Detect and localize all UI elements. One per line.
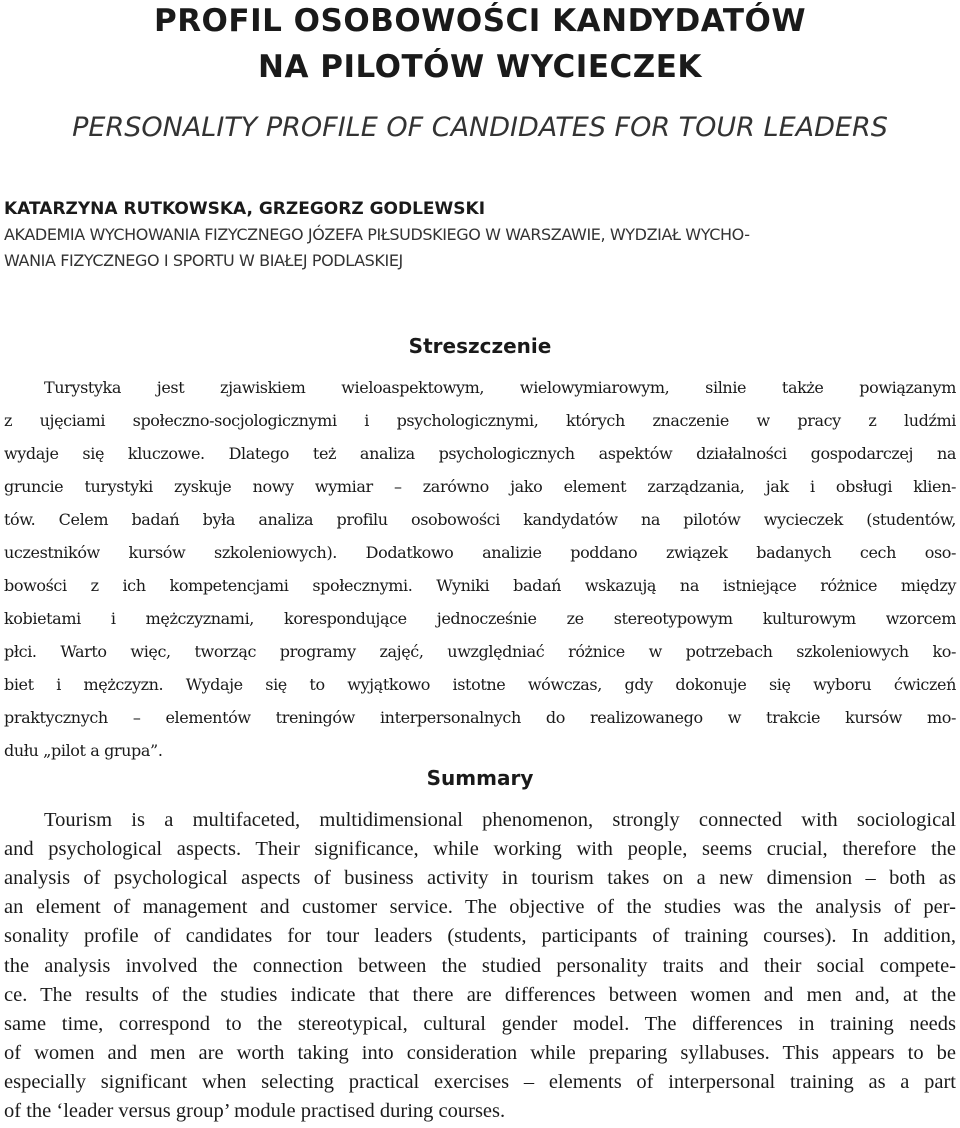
summary-line: same time, correspond to the stereotypical, cultural gender model. The differences in training needs <box>4 1012 956 1035</box>
summary-line: and psychological aspects. Their significance, while working with people, seems crucial, therefore the <box>4 838 956 861</box>
summary-line: sonality profile of candidates for tour leaders (students, participants of training courses). In addition, <box>4 925 956 948</box>
streszczenie-line: z ujęciami społeczno-socjologicznymi i psychologicznymi, których znaczenie w pracy z ludźmi <box>4 411 956 430</box>
streszczenie-line: dułu „pilot a grupa”. <box>4 741 163 760</box>
affiliation-line-1: AKADEMIA WYCHOWANIA FIZYCZNEGO JÓZEFA PIŁSUDSKIEGO W WARSZAWIE, WYDZIAŁ WYCHO- <box>4 225 750 244</box>
summary-heading: Summary <box>426 766 534 790</box>
title-line-1: PROFIL OSOBOWOŚCI KANDYDATÓW <box>153 3 807 39</box>
streszczenie-line: gruncie turystyki zyskuje nowy wymiar – zarówno jako element zarządzania, jak i obsługi klien- <box>4 477 956 496</box>
summary-line: Tourism is a multifaceted, multidimensional phenomenon, strongly connected with sociological <box>44 809 956 831</box>
affiliation-line-2: WANIA FIZYCZNEGO I SPORTU W BIAŁEJ PODLASKIEJ <box>4 251 403 270</box>
summary-line: of women and men are worth taking into consideration while preparing syllabuses. This appears to be <box>4 1041 956 1064</box>
english-title: PERSONALITY PROFILE OF CANDIDATES FOR TOUR LEADERS <box>72 112 888 143</box>
authors: KATARZYNA RUTKOWSKA, GRZEGORZ GODLEWSKI <box>4 199 486 219</box>
streszczenie-line: płci. Warto więc, tworząc programy zajęć, uwzględniać różnice w potrzebach szkoleniowych ko- <box>4 642 956 661</box>
summary-line: an element of management and customer service. The objective of the studies was the analysis of per- <box>4 896 956 919</box>
streszczenie-line: wydaje się kluczowe. Dlatego też analiza psychologicznych aspektów działalności gospodarczej na <box>4 444 956 463</box>
streszczenie-line: praktycznych – elementów treningów interpersonalnych do realizowanego w trakcie kursów mo- <box>4 708 956 727</box>
streszczenie-line: biet i mężczyzn. Wydaje się to wyjątkowo istotne wówczas, gdy dokonuje się wyboru ćwiczeń <box>4 675 956 694</box>
streszczenie-line: Turystyka jest zjawiskiem wieloaspektowym, wielowymiarowym, silnie także powiązanym <box>44 378 956 397</box>
streszczenie-line: tów. Celem badań była analiza profilu osobowości kandydatów na pilotów wycieczek (studentów, <box>4 510 956 529</box>
streszczenie-heading: Streszczenie <box>408 334 552 358</box>
streszczenie-line: uczestników kursów szkoleniowych). Dodatkowo analizie poddano związek badanych cech oso- <box>4 543 956 562</box>
summary-line: ce. The results of the studies indicate that there are differences between women and men and, at the <box>4 983 956 1006</box>
streszczenie-line: bowości z ich kompetencjami społecznymi. Wyniki badań wskazują na istniejące różnice między <box>4 576 956 595</box>
summary-line: of the ‘leader versus group’ module practised during courses. <box>4 1100 506 1122</box>
summary-line: especially significant when selecting practical exercises – elements of interpersonal training as a part <box>4 1070 956 1093</box>
streszczenie-line: kobietami i mężczyznami, korespondujące jednocześnie ze stereotypowym kulturowym wzorcem <box>4 609 956 628</box>
title-line-2: NA PILOTÓW WYCIECZEK <box>258 49 702 85</box>
summary-line: analysis of psychological aspects of business activity in tourism takes on a new dimension – both as <box>4 867 956 890</box>
summary-line: the analysis involved the connection between the studied personality traits and their social compete- <box>4 954 956 977</box>
